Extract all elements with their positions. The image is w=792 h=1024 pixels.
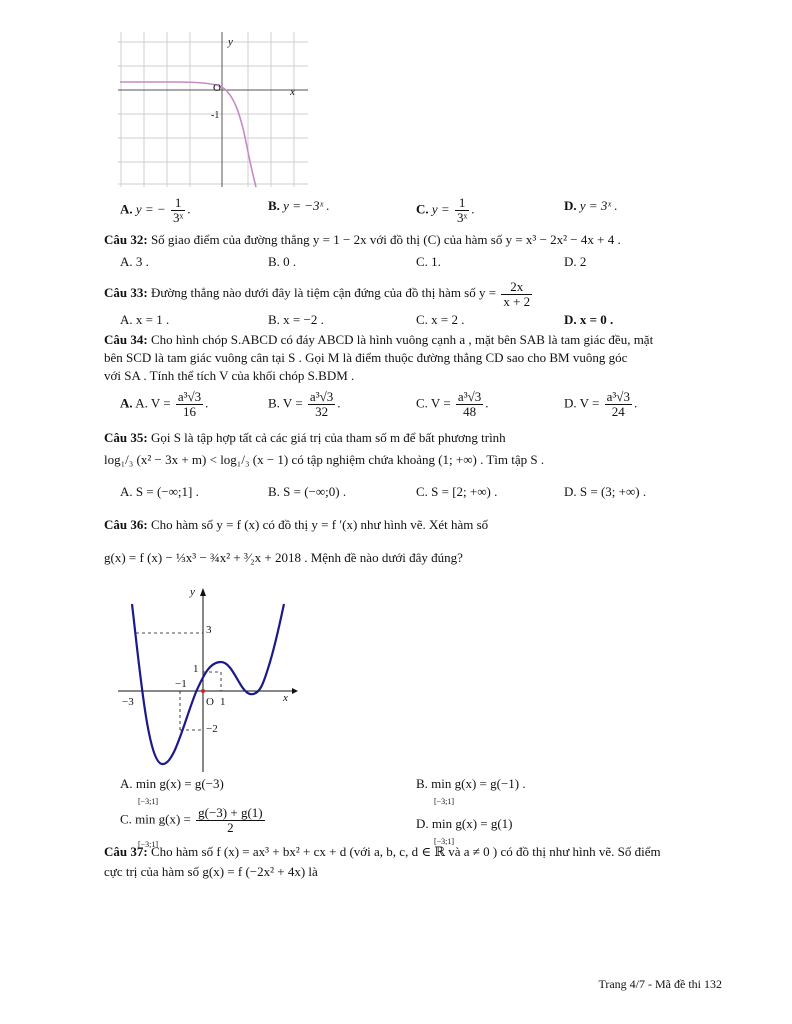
fraction: $\frac{\text{a³√3}}{16}$ [177,389,202,419]
q32-option-c[interactable]: C. 1. [416,254,441,269]
q36-tick-neg2: −2 [206,723,218,735]
q34-question-line1: Câu 34: Cho hình chóp S.ABCD có đáy ABCD là hình vuông cạnh a , mặt bên SAB là tam giác đều, mặt [104,332,654,347]
q36-option-c[interactable]: C. min g(x) = $\frac{g(-3) + g(1)}{2}$ [−3;1] [120,805,263,849]
q35-question-line2: log₁/₃ (x² − 3x + m) < log₁/₃ (x − 1) có tập nghiệm chứa khoảng (1; +∞) . Tìm tập S . [104,452,545,467]
fraction: $\frac{1}{\text{3ˣ}}$ [456,195,468,225]
q33-option-a[interactable]: A. x = 1 . [120,312,170,327]
q36-graph-y: y [190,586,195,598]
q35-option-c[interactable]: C. S = [2; +∞) . [416,484,498,499]
page-footer: Trang 4/7 - Mã đề thi 132 [598,977,722,991]
q36-graph [118,582,298,772]
q32-option-d[interactable]: D. 2 [564,254,587,269]
fraction: $\frac{\text{a³√3}}{48}$ [457,389,482,419]
q31-option-c[interactable]: C. y = $\frac{1}{\text{3ˣ}}$ . [416,195,475,225]
q34-question-line3: với SA . Tính thể tích V của khối chóp S.BDM . [104,368,355,383]
q34-option-c[interactable]: C. V = $\frac{\text{a³√3}}{48}$ . [416,389,489,419]
q34-option-a[interactable]: A. A. V = $\frac{\text{a³√3}}{16}$ . [120,389,209,419]
q34-option-d[interactable]: D. V = $\frac{\text{a³√3}}{24}$ . [564,389,638,419]
q35-option-a[interactable]: A. S = (−∞;1] . [120,484,199,499]
q32-option-a[interactable]: A. 3 . [120,254,149,269]
q35-option-b[interactable]: B. S = (−∞;0) . [268,484,347,499]
q31-option-a[interactable]: A. y = − $\frac{1}{\text{3ˣ}}$ . [120,195,191,225]
q36-tick-1: 1 [193,663,199,675]
q35-option-d[interactable]: D. S = (3; +∞) . [564,484,647,499]
q31-axis-y: y [228,36,233,48]
q31-option-b[interactable]: B. y = −3ˣ . [268,198,330,213]
q31-origin: O [213,82,221,94]
fraction: $\frac{1}{\text{3ˣ}}$ [172,195,184,225]
q35-question-line1: Câu 35: Gọi S là tập hợp tất cả các giá trị của tham số m để bất phương trình [104,430,506,445]
q33-question: Câu 33: Đường thẳng nào dưới đây là tiệm cận đứng của đồ thị hàm số y = $\frac{2x}{x + 2}$ [104,278,531,309]
q33-option-c[interactable]: C. x = 2 . [416,312,465,327]
q36-question-line1: Câu 36: Cho hàm số y = f (x) có đồ thị y = f ′(x) như hình vẽ. Xét hàm số [104,517,489,532]
q36-option-a[interactable]: A. min g(x) = g(−3) [−3;1] [120,776,224,806]
q36-tick-x1: 1 [220,696,226,708]
q36-tick-neg1: −1 [175,678,187,690]
q36-tick-neg3: −3 [122,696,134,708]
fraction: $\frac{\text{a³√3}}{24}$ [606,389,630,419]
q32-option-b[interactable]: B. 0 . [268,254,297,269]
q31-tick: -1 [211,110,220,121]
fraction: $\frac{\text{a³√3}}{32}$ [309,389,334,419]
q36-question-line2: g(x) = f (x) − ⅓x³ − ¾x² + ³⁄₂x + 2018 . Mệnh đề nào dưới đây đúng? [104,550,463,565]
q31-option-d[interactable]: D. y = 3ˣ . [564,198,618,213]
q36-graph-x: x [283,692,288,704]
q36-origin: O [206,696,214,708]
q36-tick-3: 3 [206,624,212,636]
q32-question: Câu 32: Số giao điểm của đường thẳng y = 1 − 2x với đồ thị (C) của hàm số y = x³ − 2x² − 4x + 4 . [104,232,621,247]
fraction: $\frac{2x}{x + 2}$ [503,278,531,309]
q33-option-b[interactable]: B. x = −2 . [268,312,324,327]
q36-option-b[interactable]: B. min g(x) = g(−1) . [−3;1] [416,776,526,806]
q31-axis-x: x [290,86,295,98]
q34-option-b[interactable]: B. V = $\frac{\text{a³√3}}{32}$ . [268,389,341,419]
q36-option-d[interactable]: D. min g(x) = g(1) [−3;1] [416,816,513,846]
fraction: $\frac{g(-3) + g(1)}{2}$ [198,805,263,835]
q33-option-d[interactable]: D. x = 0 . [564,312,614,327]
q37-question-line1: Câu 37: Cho hàm số f (x) = ax³ + bx² + cx + d (với a, b, c, d ∈ ℝ và a ≠ 0 ) có đồ thị như hình vẽ. Số điểm [104,844,661,859]
q34-question-line2: bên SCD là tam giác vuông cân tại S . Gọi M là điểm thuộc đường thẳng CD sao cho BM vuông góc [104,350,628,365]
q37-question-line2: cực trị của hàm số g(x) = f (−2x² + 4x) là [104,864,318,879]
